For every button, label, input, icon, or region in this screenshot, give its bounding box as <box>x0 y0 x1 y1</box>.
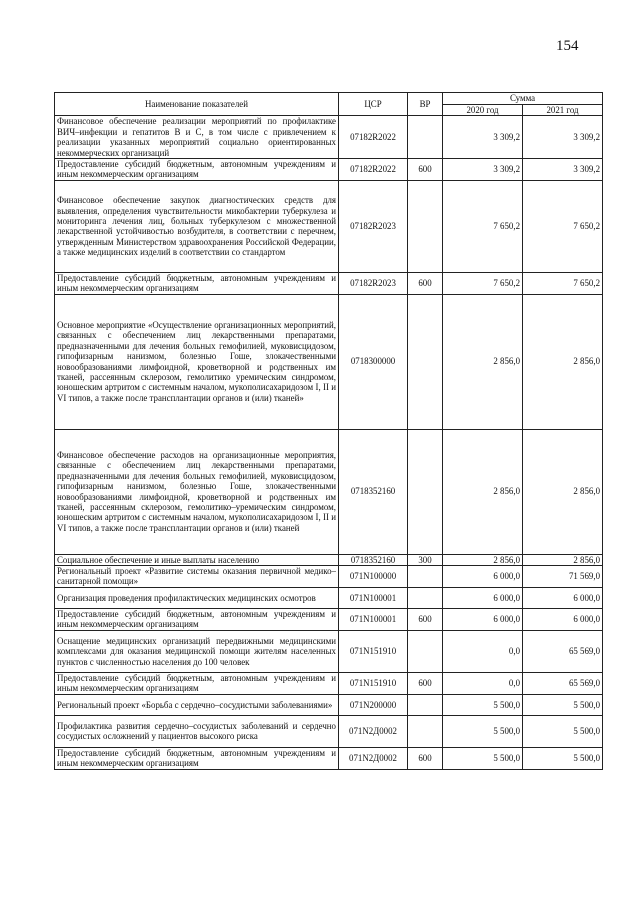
header-vr: ВР <box>408 93 443 116</box>
row-name: Предоставление субсидий бюджетным, автономным учреждениям и иным некоммерческим организациям <box>55 159 339 181</box>
table-row <box>55 272 603 294</box>
row-amount-2020: 6 000,0 <box>443 608 523 630</box>
row-vr-code <box>408 587 443 608</box>
page-number: 154 <box>556 38 579 54</box>
table-row <box>55 715 603 747</box>
row-amount-2020: 6 000,0 <box>443 587 523 608</box>
table-row <box>55 159 603 181</box>
table-row <box>55 294 603 429</box>
row-amount-2021: 2 856,0 <box>523 294 603 429</box>
row-name: Оснащение медицинских организаций передвижными медицинскими комплексами для оказания медицинской помощи жителям населенных пунктов с численностью населения до 100 человек <box>55 630 339 672</box>
row-csr-code: 07182R2022 <box>339 116 408 159</box>
row-csr-code: 071N2Д0002 <box>339 747 408 769</box>
table-row <box>55 630 603 672</box>
row-amount-2020: 2 856,0 <box>443 294 523 429</box>
row-name: Предоставление субсидий бюджетным, автономным учреждениям и иным некоммерческим организациям <box>55 747 339 769</box>
row-csr-code: 0718300000 <box>339 294 408 429</box>
header-year-2021: 2021 год <box>523 105 603 116</box>
row-csr-code: 071N200000 <box>339 694 408 715</box>
row-name: Предоставление субсидий бюджетным, автономным учреждениям и иным некоммерческим организациям <box>55 608 339 630</box>
row-amount-2021: 5 500,0 <box>523 747 603 769</box>
row-vr-code <box>408 715 443 747</box>
row-csr-code: 071N100001 <box>339 608 408 630</box>
row-csr-code: 071N151910 <box>339 672 408 694</box>
row-amount-2021: 5 500,0 <box>523 715 603 747</box>
row-amount-2020: 5 500,0 <box>443 715 523 747</box>
header-year-2020: 2020 год <box>443 105 523 116</box>
row-amount-2020: 5 500,0 <box>443 747 523 769</box>
header-csr: ЦСР <box>339 93 408 116</box>
row-amount-2021: 6 000,0 <box>523 608 603 630</box>
table-row <box>55 672 603 694</box>
row-amount-2021: 71 569,0 <box>523 566 603 588</box>
row-amount-2021: 2 856,0 <box>523 554 603 565</box>
row-csr-code: 07182R2023 <box>339 180 408 272</box>
row-vr-code <box>408 630 443 672</box>
row-csr-code: 07182R2022 <box>339 159 408 181</box>
row-vr-code: 600 <box>408 159 443 181</box>
table-row <box>55 587 603 608</box>
row-name: Основное мероприятие «Осуществление организационных мероприятий, связанных с обеспечением лиц лекарственными препаратами, предназначенными для лечения больных гемофилией, муковисцидозом, гипофизарным нанизмом, болезнью Гоше, злокачественными новообразованиями лимфоидной, кроветворной и родственных им тканей, рассеянным склерозом, гемолитико уремическим синдромом, юношеским артритом с системным началом, мукополисахаридозом I, II и VI типов, а также после трансплантации органов и (или) тканей» <box>55 294 339 429</box>
row-vr-code <box>408 429 443 554</box>
row-csr-code: 0718352160 <box>339 554 408 565</box>
row-amount-2020: 7 650,2 <box>443 180 523 272</box>
row-csr-code: 0718352160 <box>339 429 408 554</box>
row-amount-2020: 3 309,2 <box>443 116 523 159</box>
table-row <box>55 608 603 630</box>
table-row <box>55 694 603 715</box>
row-vr-code: 600 <box>408 747 443 769</box>
row-amount-2021: 7 650,2 <box>523 180 603 272</box>
row-name: Социальное обеспечение и иные выплаты населению <box>55 554 339 565</box>
table-row <box>55 554 603 565</box>
row-name: Финансовое обеспечение реализации мероприятий по профилактике ВИЧ–инфекции и гепатитов В и С, в том числе с привлечением к реализации указанных мероприятий социально ориентированных некоммерческих организаций <box>55 116 339 159</box>
row-name: Профилактика развития сердечно–сосудистых заболеваний и сердечно сосудистых осложнений у пациентов высокого риска <box>55 715 339 747</box>
row-amount-2021: 65 569,0 <box>523 672 603 694</box>
row-amount-2021: 2 856,0 <box>523 429 603 554</box>
row-name: Предоставление субсидий бюджетным, автономным учреждениям и иным некоммерческим организациям <box>55 672 339 694</box>
row-csr-code: 071N2Д0002 <box>339 715 408 747</box>
budget-table <box>54 92 603 770</box>
row-vr-code: 600 <box>408 672 443 694</box>
row-vr-code: 600 <box>408 608 443 630</box>
row-name: Региональный проект «Борьба с сердечно–сосудистыми заболеваниями» <box>55 694 339 715</box>
row-vr-code <box>408 694 443 715</box>
row-amount-2020: 6 000,0 <box>443 566 523 588</box>
row-vr-code <box>408 180 443 272</box>
row-vr-code <box>408 116 443 159</box>
row-name: Предоставление субсидий бюджетным, автономным учреждениям и иным некоммерческим организациям <box>55 272 339 294</box>
row-amount-2020: 0,0 <box>443 630 523 672</box>
row-csr-code: 071N151910 <box>339 630 408 672</box>
row-amount-2020: 7 650,2 <box>443 272 523 294</box>
row-amount-2020: 2 856,0 <box>443 554 523 565</box>
row-csr-code: 07182R2023 <box>339 272 408 294</box>
row-amount-2020: 3 309,2 <box>443 159 523 181</box>
row-amount-2020: 0,0 <box>443 672 523 694</box>
row-amount-2020: 5 500,0 <box>443 694 523 715</box>
table-row <box>55 180 603 272</box>
table-row <box>55 747 603 769</box>
header-sum: Сумма <box>443 93 603 105</box>
row-amount-2021: 6 000,0 <box>523 587 603 608</box>
row-name: Региональный проект «Развитие системы оказания первичной медико–санитарной помощи» <box>55 566 339 588</box>
row-name: Финансовое обеспечение расходов на организационные мероприятия, связанные с обеспечением лиц лекарственными препаратами, предназначенными для лечения больных гемофилией, муковисцидозом, гипофизарным нанизмом, болезнью Гоше, злокачественными новообразованиями лимфоидной, кроветворной и родственных им тканей, рассеянным склерозом, гемолитико–уремическим синдромом, юношеским артритом с системным началом, мукополисахаридозом I, II и VI типов, а также после трансплантации органов и (или) тканей <box>55 429 339 554</box>
header-name: Наименование показателей <box>55 93 339 116</box>
row-amount-2021: 7 650,2 <box>523 272 603 294</box>
row-csr-code: 071N100000 <box>339 566 408 588</box>
row-amount-2021: 65 569,0 <box>523 630 603 672</box>
row-amount-2020: 2 856,0 <box>443 429 523 554</box>
table-row <box>55 429 603 554</box>
row-vr-code: 600 <box>408 272 443 294</box>
table-row <box>55 116 603 159</box>
row-csr-code: 071N100001 <box>339 587 408 608</box>
table-body <box>55 116 603 769</box>
row-vr-code <box>408 294 443 429</box>
row-vr-code <box>408 566 443 588</box>
row-name: Организация проведения профилактических медицинских осмотров <box>55 587 339 608</box>
row-vr-code: 300 <box>408 554 443 565</box>
row-amount-2021: 3 309,2 <box>523 116 603 159</box>
row-amount-2021: 5 500,0 <box>523 694 603 715</box>
row-name: Финансовое обеспечение закупок диагностических средств для выявления, определения чувствительности микобактерии туберкулеза и мониторинга лечения лиц, больных туберкулезом с множественной лекарственной устойчивостью возбудителя, в соответствии с перечнем, утвержденным Министерством здравоохранения Российской Федерации, а также медицинских изделий в соответствии со стандартом <box>55 180 339 272</box>
row-amount-2021: 3 309,2 <box>523 159 603 181</box>
table-row <box>55 566 603 588</box>
